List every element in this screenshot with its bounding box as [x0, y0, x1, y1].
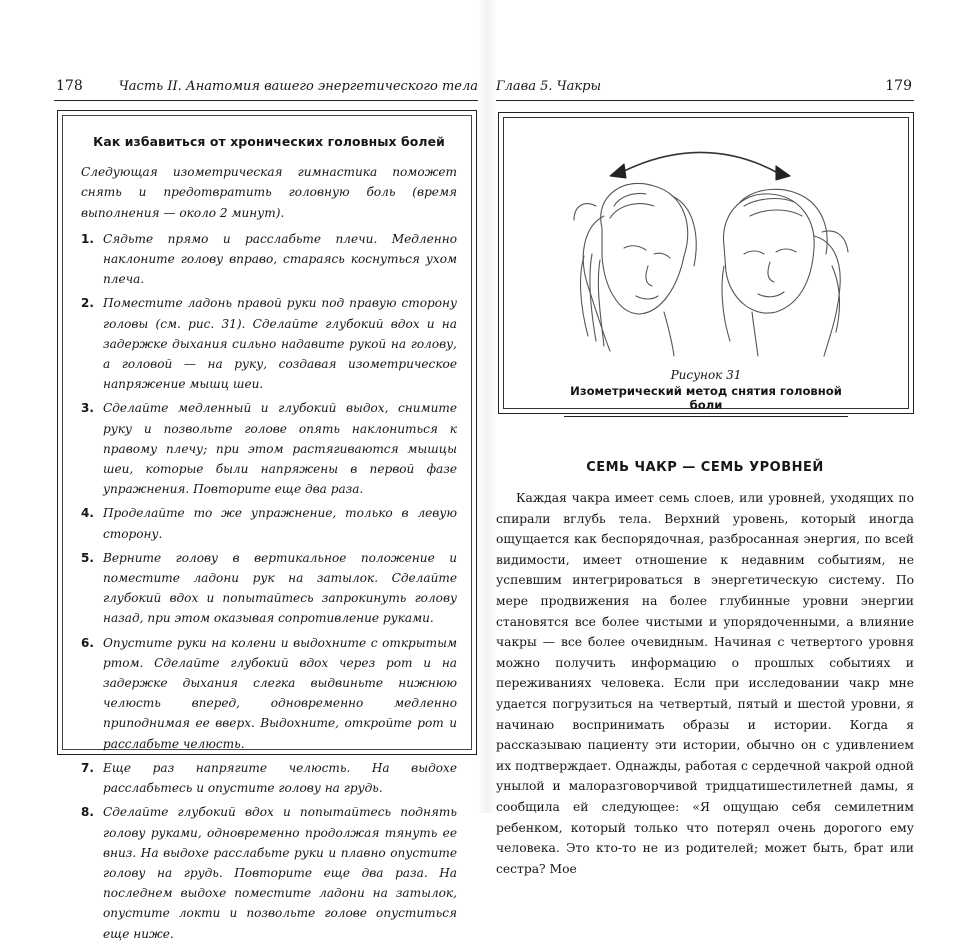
step-text: Проделайте то же упражнение, только в левую сторону. [103, 506, 457, 541]
figure-31-box [498, 112, 914, 414]
exercise-step [81, 293, 457, 394]
step-text: Сядьте прямо и расслабьте плечи. Медленно наклоните голову вправо, стараясь коснуться ухом плеча. [103, 231, 457, 287]
step-text: Поместите ладонь правой руки под правую сторону головы (см. рис. 31). Сделайте глубокий вдох и на задержке дыхания сильно надавите рукой на голову, а головой — на руку, создавая изометрическое напряжение мышц шеи. [103, 296, 457, 392]
step-number: 3. [81, 401, 94, 416]
left-head-sketch [574, 183, 696, 356]
right-running-head: Глава 5. Чакры [496, 79, 602, 94]
step-number: 4. [81, 506, 94, 521]
exercise-step [81, 229, 457, 290]
section-title: СЕМЬ ЧАКР — СЕМЬ УРОВНЕЙ [586, 460, 824, 475]
figure-label: Рисунок 31 [670, 368, 742, 382]
step-text: Опустите руки на колени и выдохните с открытым ртом. Сделайте глубокий вдох через рот и на задержке дыхания слегка выдвиньте нижнюю челюсть вперед, одновременно медленно приподнимая ее вверх. Выдохните, откройте рот и расслабьте челюсть. [103, 635, 457, 751]
step-number: 2. [81, 296, 94, 311]
exercise-step [81, 802, 457, 943]
step-text: Верните голову в вертикальное положение и поместите ладони рук на затылок. Сделайте глубокий вдох и попытайтесь запрокинуть голову назад, при этом оказывая сопротивление руками. [103, 550, 457, 626]
body-paragraph: Каждая чакра имеет семь слоев, или уровней, уходящих по спирали вглубь тела. Верхний уровень, который иногда ощущается как беспорядочная, разбросанная энергия, по всей видимости, имеет отношение к недавним событиям, не успевшим интегрироваться в энергетическую систему. По мере продвижения на более глубинные уровни энергии становятся все более чистыми и упорядоченными, а влияние чакры — все более очевидным. Начиная с четвертого уровня можно получить информацию о прошлых событиях и переживаниях человека. Если при исследовании чакр мне удается погрузиться на четвертый, пятый и шестой уровни, я начинаю воспринимать образы и истории. Когда я рассказываю пациенту эти истории, обычно он с удивлением их подтверждает. Однажды, работая с сердечной чакрой одной унылой и малоразговорчивой тридцатишестилетней дамы, я сообщила ей следующее: «Я ощущаю себя семилетним ребенком, который только что потерял очень дорогого ему человека. Это кто-то не из родителей; может быть, брат или сестра? Мое [496, 491, 914, 876]
exercise-step [81, 548, 457, 629]
right-page-header [496, 78, 914, 101]
step-text: Сделайте медленный и глубокий выдох, снимите руку и позвольте голове опять наклониться к правому плечу; при этом растягиваются мышцы шеи, которые были напряжены в первой фазе упражнения. Повторите еще два раза. [103, 401, 457, 497]
left-running-head: Часть II. Анатомия вашего энергетического тела [118, 79, 478, 94]
sidebar-intro: Следующая изометрическая гимнастика поможет снять и предотвратить головную боль (время выполнения — около 2 минут). [81, 165, 457, 220]
step-number: 1. [81, 231, 94, 246]
exercise-step [81, 503, 457, 543]
arrow-head-left-icon [610, 164, 626, 178]
sidebar-title: Как избавиться от хронических головных болей [93, 134, 445, 149]
step-text: Еще раз напрягите челюсть. На выдохе расслабьтесь и опустите голову на грудь. [103, 760, 457, 796]
exercise-step [81, 398, 457, 499]
arrow-head-right-icon [776, 166, 790, 180]
left-page-header [54, 78, 478, 101]
right-head-sketch [722, 189, 848, 356]
right-page-number: 179 [885, 78, 912, 94]
exercise-steps-list [81, 229, 457, 944]
tilt-arrow [622, 152, 780, 174]
step-number: 7. [81, 760, 94, 775]
step-number: 5. [81, 550, 94, 565]
sidebar-inner-frame [62, 115, 472, 941]
left-page-number: 178 [56, 78, 83, 94]
headache-sidebar-box [57, 110, 477, 941]
step-number: 8. [81, 805, 94, 820]
step-text: Сделайте глубокий вдох и попытайтесь поднять голову руками, одновременно продолжая тянуть ее вниз. На выдохе расслабьте руки и плавно опустите голову на грудь. Повторите еще два раза. На последнем выдохе поместите ладони на затылок, опустите локти и позвольте голове опуститься еще ниже. [103, 805, 457, 941]
step-number: 6. [81, 635, 94, 650]
book-gutter [478, 0, 496, 813]
exercise-step [81, 633, 457, 754]
figure-inner-frame [503, 117, 909, 412]
exercise-step [81, 758, 457, 798]
head-tilt-illustration [544, 136, 874, 361]
figure-caption: Изометрический метод снятия головной боли [564, 384, 848, 417]
